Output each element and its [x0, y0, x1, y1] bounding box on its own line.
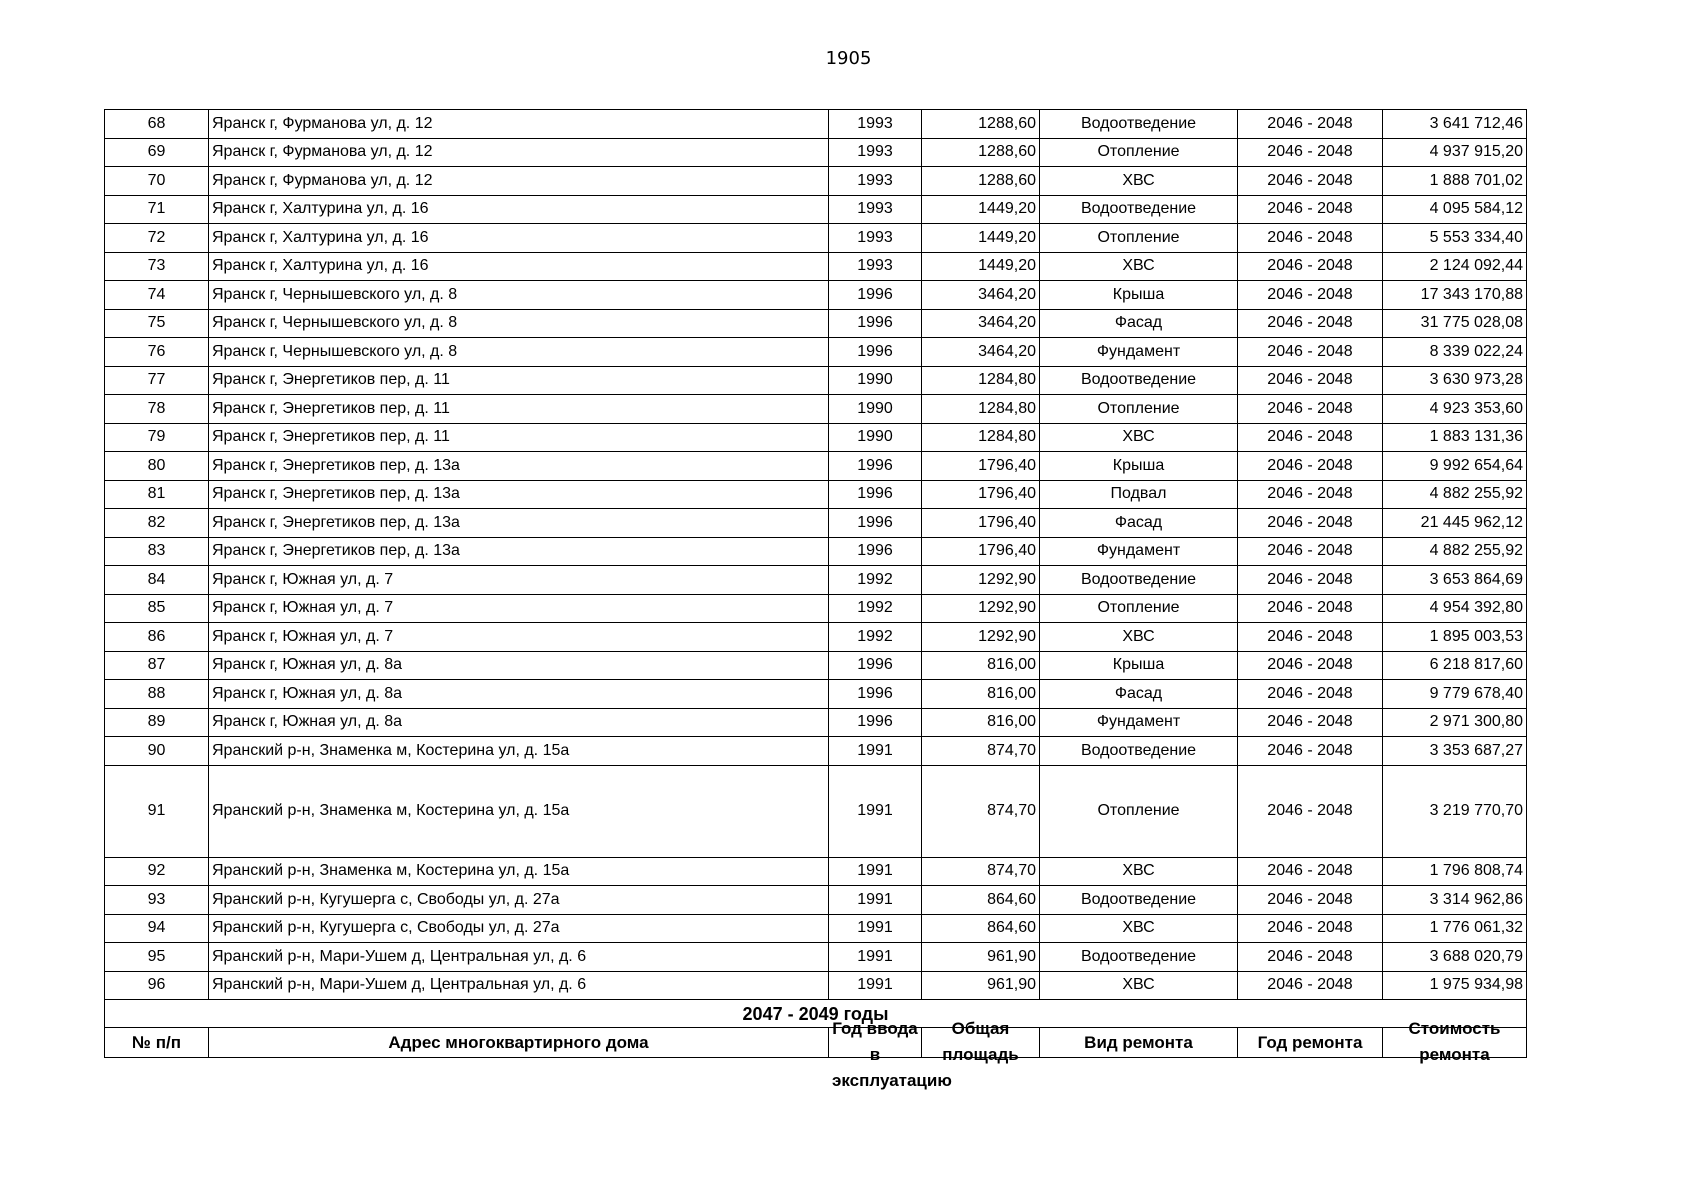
row-year: 1993 — [829, 195, 922, 224]
row-number: 84 — [105, 566, 209, 595]
row-repair-type: Крыша — [1040, 452, 1238, 481]
row-repair-period: 2046 - 2048 — [1238, 452, 1383, 481]
table-row — [105, 708, 1527, 737]
row-address: Яранск г, Южная ул, д. 7 — [209, 594, 829, 623]
section-row — [105, 1000, 1527, 1028]
row-area: 1796,40 — [922, 537, 1040, 566]
row-cost: 17 343 170,88 — [1383, 281, 1527, 310]
table-row — [105, 737, 1527, 766]
row-area: 1288,60 — [922, 167, 1040, 196]
row-address: Яранск г, Халтурина ул, д. 16 — [209, 252, 829, 281]
row-number: 70 — [105, 167, 209, 196]
row-repair-type: Водоотведение — [1040, 366, 1238, 395]
row-address: Яранский р-н, Кугушерга с, Свободы ул, д. 27а — [209, 886, 829, 915]
section-title: 2047 - 2049 годы — [105, 1000, 1527, 1028]
row-area: 816,00 — [922, 708, 1040, 737]
row-repair-period: 2046 - 2048 — [1238, 338, 1383, 367]
row-address: Яранск г, Чернышевского ул, д. 8 — [209, 281, 829, 310]
row-repair-type: Крыша — [1040, 281, 1238, 310]
row-area: 1449,20 — [922, 224, 1040, 253]
row-cost: 3 653 864,69 — [1383, 566, 1527, 595]
row-area: 874,70 — [922, 737, 1040, 766]
row-year: 1993 — [829, 167, 922, 196]
row-area: 816,00 — [922, 651, 1040, 680]
table-row — [105, 366, 1527, 395]
row-number: 80 — [105, 452, 209, 481]
row-repair-period: 2046 - 2048 — [1238, 651, 1383, 680]
row-repair-period: 2046 - 2048 — [1238, 224, 1383, 253]
row-area: 816,00 — [922, 680, 1040, 709]
row-year: 1991 — [829, 971, 922, 1000]
row-year: 1992 — [829, 623, 922, 652]
row-year: 1996 — [829, 338, 922, 367]
row-year: 1996 — [829, 537, 922, 566]
row-number: 77 — [105, 366, 209, 395]
table-row — [105, 651, 1527, 680]
row-year: 1991 — [829, 737, 922, 766]
table-row — [105, 423, 1527, 452]
row-repair-type: Отопление — [1040, 138, 1238, 167]
row-year: 1990 — [829, 395, 922, 424]
row-cost: 8 339 022,24 — [1383, 338, 1527, 367]
row-address: Яранский р-н, Знаменка м, Костерина ул, д. 15а — [209, 737, 829, 766]
row-cost: 3 641 712,46 — [1383, 110, 1527, 139]
row-repair-type: Водоотведение — [1040, 110, 1238, 139]
row-repair-type: ХВС — [1040, 623, 1238, 652]
row-year: 1996 — [829, 452, 922, 481]
row-area: 874,70 — [922, 765, 1040, 857]
row-address: Яранск г, Халтурина ул, д. 16 — [209, 195, 829, 224]
row-area: 874,70 — [922, 857, 1040, 886]
row-cost: 4 095 584,12 — [1383, 195, 1527, 224]
row-number: 71 — [105, 195, 209, 224]
row-cost: 9 779 678,40 — [1383, 680, 1527, 709]
row-repair-period: 2046 - 2048 — [1238, 737, 1383, 766]
header-area-cell — [922, 1019, 1040, 1064]
row-number: 76 — [105, 338, 209, 367]
table-row — [105, 943, 1527, 972]
row-area: 1284,80 — [922, 395, 1040, 424]
row-year: 1992 — [829, 594, 922, 623]
row-repair-type: Отопление — [1040, 395, 1238, 424]
row-repair-type: Водоотведение — [1040, 195, 1238, 224]
row-address: Яранск г, Энергетиков пер, д. 13а — [209, 480, 829, 509]
header-cost-cell — [1383, 1019, 1527, 1064]
row-address: Яранск г, Чернышевского ул, д. 8 — [209, 309, 829, 338]
row-year: 1996 — [829, 651, 922, 680]
row-area: 3464,20 — [922, 281, 1040, 310]
row-repair-period: 2046 - 2048 — [1238, 309, 1383, 338]
row-cost: 31 775 028,08 — [1383, 309, 1527, 338]
table-row — [105, 395, 1527, 424]
row-cost: 3 630 973,28 — [1383, 366, 1527, 395]
table-row — [105, 452, 1527, 481]
table-row — [105, 765, 1527, 857]
table-row — [105, 509, 1527, 538]
row-address: Яранск г, Энергетиков пер, д. 13а — [209, 537, 829, 566]
row-number: 90 — [105, 737, 209, 766]
row-year: 1993 — [829, 252, 922, 281]
row-repair-type: ХВС — [1040, 914, 1238, 943]
row-year: 1993 — [829, 138, 922, 167]
row-address: Яранск г, Энергетиков пер, д. 13а — [209, 509, 829, 538]
row-area: 3464,20 — [922, 309, 1040, 338]
row-area: 1796,40 — [922, 480, 1040, 509]
row-year: 1990 — [829, 423, 922, 452]
row-year: 1996 — [829, 281, 922, 310]
table-row — [105, 252, 1527, 281]
row-repair-type: ХВС — [1040, 252, 1238, 281]
row-number: 96 — [105, 971, 209, 1000]
row-number: 83 — [105, 537, 209, 566]
row-address: Яранск г, Фурманова ул, д. 12 — [209, 110, 829, 139]
row-number: 88 — [105, 680, 209, 709]
row-repair-period: 2046 - 2048 — [1238, 566, 1383, 595]
header-address: Адрес многоквартирного дома — [209, 1028, 829, 1058]
header-year-cell — [829, 1019, 952, 1090]
table-row — [105, 886, 1527, 915]
row-area: 961,90 — [922, 971, 1040, 1000]
row-repair-period: 2046 - 2048 — [1238, 395, 1383, 424]
row-area: 1796,40 — [922, 509, 1040, 538]
row-year: 1996 — [829, 509, 922, 538]
row-area: 3464,20 — [922, 338, 1040, 367]
row-cost: 3 219 770,70 — [1383, 765, 1527, 857]
row-number: 91 — [105, 765, 209, 857]
row-cost: 3 353 687,27 — [1383, 737, 1527, 766]
row-address: Яранск г, Энергетиков пер, д. 11 — [209, 423, 829, 452]
row-year: 1990 — [829, 366, 922, 395]
row-repair-type: Отопление — [1040, 594, 1238, 623]
table-row — [105, 914, 1527, 943]
row-number: 75 — [105, 309, 209, 338]
row-repair-period: 2046 - 2048 — [1238, 708, 1383, 737]
row-cost: 4 882 255,92 — [1383, 480, 1527, 509]
row-number: 93 — [105, 886, 209, 915]
row-cost: 1 883 131,36 — [1383, 423, 1527, 452]
row-repair-period: 2046 - 2048 — [1238, 857, 1383, 886]
row-area: 1449,20 — [922, 252, 1040, 281]
row-cost: 1 888 701,02 — [1383, 167, 1527, 196]
row-year: 1991 — [829, 765, 922, 857]
row-area: 1292,90 — [922, 566, 1040, 595]
row-cost: 4 937 915,20 — [1383, 138, 1527, 167]
row-repair-period: 2046 - 2048 — [1238, 537, 1383, 566]
table-row — [105, 480, 1527, 509]
row-repair-period: 2046 - 2048 — [1238, 914, 1383, 943]
row-repair-period: 2046 - 2048 — [1238, 623, 1383, 652]
row-year: 1996 — [829, 309, 922, 338]
row-area: 1292,90 — [922, 594, 1040, 623]
table-row — [105, 594, 1527, 623]
row-repair-type: Водоотведение — [1040, 737, 1238, 766]
row-area: 1288,60 — [922, 110, 1040, 139]
table-row — [105, 537, 1527, 566]
row-year: 1996 — [829, 708, 922, 737]
row-address: Яранск г, Южная ул, д. 8а — [209, 680, 829, 709]
row-repair-type: Фундамент — [1040, 338, 1238, 367]
row-repair-type: Крыша — [1040, 651, 1238, 680]
row-repair-type: ХВС — [1040, 423, 1238, 452]
row-repair-period: 2046 - 2048 — [1238, 943, 1383, 972]
row-address: Яранск г, Энергетиков пер, д. 11 — [209, 366, 829, 395]
row-repair-type: ХВС — [1040, 167, 1238, 196]
row-repair-period: 2046 - 2048 — [1238, 423, 1383, 452]
row-number: 72 — [105, 224, 209, 253]
row-number: 94 — [105, 914, 209, 943]
row-repair-type: Водоотведение — [1040, 886, 1238, 915]
row-repair-period: 2046 - 2048 — [1238, 252, 1383, 281]
row-area: 864,60 — [922, 886, 1040, 915]
header-num: № п/п — [105, 1028, 209, 1058]
row-number: 79 — [105, 423, 209, 452]
row-repair-period: 2046 - 2048 — [1238, 195, 1383, 224]
row-repair-period: 2046 - 2048 — [1238, 594, 1383, 623]
row-number: 92 — [105, 857, 209, 886]
row-number: 78 — [105, 395, 209, 424]
row-cost: 1 796 808,74 — [1383, 857, 1527, 886]
row-address: Яранск г, Фурманова ул, д. 12 — [209, 138, 829, 167]
row-number: 81 — [105, 480, 209, 509]
row-number: 69 — [105, 138, 209, 167]
table-row — [105, 857, 1527, 886]
row-area: 1449,20 — [922, 195, 1040, 224]
row-number: 89 — [105, 708, 209, 737]
row-repair-type: ХВС — [1040, 971, 1238, 1000]
table-row — [105, 338, 1527, 367]
table-row — [105, 971, 1527, 1000]
row-repair-period: 2046 - 2048 — [1238, 886, 1383, 915]
row-cost: 4 954 392,80 — [1383, 594, 1527, 623]
row-cost: 4 923 353,60 — [1383, 395, 1527, 424]
row-repair-type: Отопление — [1040, 224, 1238, 253]
row-address: Яранск г, Южная ул, д. 8а — [209, 708, 829, 737]
table-row — [105, 623, 1527, 652]
row-area: 961,90 — [922, 943, 1040, 972]
row-cost: 1 975 934,98 — [1383, 971, 1527, 1000]
row-repair-type: ХВС — [1040, 857, 1238, 886]
row-address: Яранск г, Чернышевского ул, д. 8 — [209, 338, 829, 367]
row-repair-period: 2046 - 2048 — [1238, 680, 1383, 709]
row-repair-type: Водоотведение — [1040, 566, 1238, 595]
table-row — [105, 138, 1527, 167]
page-number: 1905 — [825, 48, 872, 69]
row-area: 864,60 — [922, 914, 1040, 943]
header-row — [105, 1028, 1527, 1058]
row-number: 95 — [105, 943, 209, 972]
row-number: 68 — [105, 110, 209, 139]
row-number: 74 — [105, 281, 209, 310]
row-address: Яранск г, Халтурина ул, д. 16 — [209, 224, 829, 253]
row-cost: 4 882 255,92 — [1383, 537, 1527, 566]
table-row — [105, 224, 1527, 253]
row-cost: 21 445 962,12 — [1383, 509, 1527, 538]
row-area: 1288,60 — [922, 138, 1040, 167]
row-year: 1993 — [829, 110, 922, 139]
row-repair-period: 2046 - 2048 — [1238, 480, 1383, 509]
row-year: 1991 — [829, 857, 922, 886]
row-cost: 3 314 962,86 — [1383, 886, 1527, 915]
row-address: Яранск г, Фурманова ул, д. 12 — [209, 167, 829, 196]
header-year: Год ввода в эксплуатацию — [832, 1019, 952, 1090]
row-year: 1996 — [829, 680, 922, 709]
row-repair-period: 2046 - 2048 — [1238, 971, 1383, 1000]
row-repair-type: Фундамент — [1040, 537, 1238, 566]
header-cost: Стоимость ремонта — [1408, 1019, 1501, 1064]
row-repair-period: 2046 - 2048 — [1238, 138, 1383, 167]
row-cost: 3 688 020,79 — [1383, 943, 1527, 972]
row-area: 1284,80 — [922, 366, 1040, 395]
row-repair-type: Фасад — [1040, 680, 1238, 709]
row-address: Яранск г, Энергетиков пер, д. 11 — [209, 395, 829, 424]
row-repair-type: Фасад — [1040, 509, 1238, 538]
row-address: Яранский р-н, Мари-Ушем д, Центральная ул, д. 6 — [209, 943, 829, 972]
row-address: Яранск г, Южная ул, д. 7 — [209, 623, 829, 652]
row-cost: 1 895 003,53 — [1383, 623, 1527, 652]
table-row — [105, 195, 1527, 224]
row-year: 1992 — [829, 566, 922, 595]
row-repair-type: Фасад — [1040, 309, 1238, 338]
row-address: Яранский р-н, Мари-Ушем д, Центральная ул, д. 6 — [209, 971, 829, 1000]
row-repair-type: Подвал — [1040, 480, 1238, 509]
row-area: 1796,40 — [922, 452, 1040, 481]
row-cost: 2 971 300,80 — [1383, 708, 1527, 737]
table-row — [105, 309, 1527, 338]
header-period: Год ремонта — [1238, 1028, 1383, 1058]
row-cost: 6 218 817,60 — [1383, 651, 1527, 680]
header-type: Вид ремонта — [1040, 1028, 1238, 1058]
row-number: 73 — [105, 252, 209, 281]
row-address: Яранск г, Энергетиков пер, д. 13а — [209, 452, 829, 481]
row-address: Яранский р-н, Знаменка м, Костерина ул, д. 15а — [209, 857, 829, 886]
row-repair-period: 2046 - 2048 — [1238, 765, 1383, 857]
row-address: Яранск г, Южная ул, д. 7 — [209, 566, 829, 595]
row-repair-type: Фундамент — [1040, 708, 1238, 737]
row-number: 85 — [105, 594, 209, 623]
row-area: 1292,90 — [922, 623, 1040, 652]
row-cost: 5 553 334,40 — [1383, 224, 1527, 253]
row-year: 1996 — [829, 480, 922, 509]
table-row — [105, 110, 1527, 139]
row-address: Яранский р-н, Кугушерга с, Свободы ул, д. 27а — [209, 914, 829, 943]
row-repair-type: Водоотведение — [1040, 943, 1238, 972]
row-year: 1993 — [829, 224, 922, 253]
table-row — [105, 566, 1527, 595]
table-row — [105, 680, 1527, 709]
repair-registry-table — [104, 109, 1527, 1090]
row-year: 1991 — [829, 943, 922, 972]
row-number: 82 — [105, 509, 209, 538]
row-number: 86 — [105, 623, 209, 652]
row-repair-period: 2046 - 2048 — [1238, 281, 1383, 310]
table-row — [105, 167, 1527, 196]
row-cost: 1 776 061,32 — [1383, 914, 1527, 943]
row-address: Яранск г, Южная ул, д. 8а — [209, 651, 829, 680]
header-area: Общая площадь — [942, 1019, 1019, 1064]
row-year: 1991 — [829, 886, 922, 915]
row-area: 1284,80 — [922, 423, 1040, 452]
row-repair-period: 2046 - 2048 — [1238, 110, 1383, 139]
row-repair-type: Отопление — [1040, 765, 1238, 857]
row-cost: 9 992 654,64 — [1383, 452, 1527, 481]
row-repair-period: 2046 - 2048 — [1238, 167, 1383, 196]
row-year: 1991 — [829, 914, 922, 943]
table-body — [105, 110, 1527, 1000]
row-address: Яранский р-н, Знаменка м, Костерина ул, д. 15а — [209, 765, 829, 857]
row-repair-period: 2046 - 2048 — [1238, 509, 1383, 538]
table-row — [105, 281, 1527, 310]
row-repair-period: 2046 - 2048 — [1238, 366, 1383, 395]
row-number: 87 — [105, 651, 209, 680]
row-cost: 2 124 092,44 — [1383, 252, 1527, 281]
